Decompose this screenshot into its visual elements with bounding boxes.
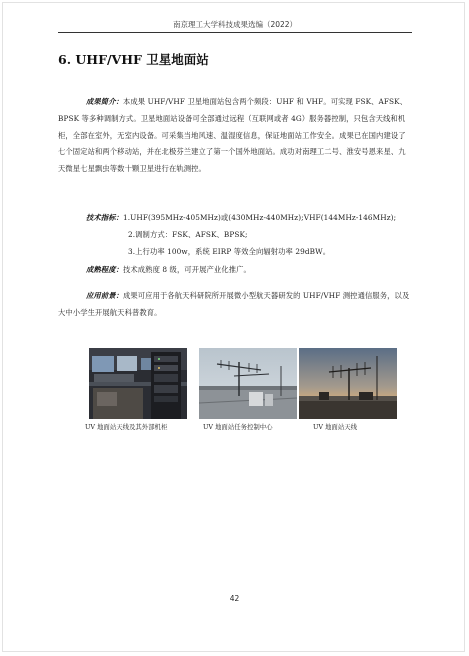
antenna-sunset-photo <box>299 348 397 419</box>
running-header: 南京理工大学科技成果选编（2022） <box>172 20 298 29</box>
tech-specs <box>58 210 410 260</box>
application-label: 应用前景： <box>86 291 123 300</box>
application-text: 成果可应用于各航天科研院所开展微小型航天器研发的 UHF/VHF 测控通信服务，以及大中小学生开展航天科普教育。 <box>58 291 410 317</box>
page-number: 42 <box>229 594 240 603</box>
intro-text: 本成果 UHF/VHF 卫星地面站包含两个频段：UHF 和 VHF。可实现 FSK、AFSK、BPSK 等多种调制方式。卫星地面站设备可全部通过远程（互联网或者 4G）服务器控制，只包含天线和机柜，全部在室外，无室内设备。可采集当地风速、温湿度信息，保证地面站工作安全。成果已在国内建设了七个固定站和两个移动站，并在北极芬兰建立了第一个国外地面站。成功对南理工二号、淮安号恩来星、九天微星七星飘虫等数十颗卫星进行在轨测控。 <box>58 97 408 174</box>
maturity-paragraph <box>58 262 410 279</box>
rooftop-antenna-photo <box>199 348 297 419</box>
intro-paragraph <box>58 94 410 178</box>
tech-item-2: 2.调制方式：FSK、AFSK、BPSK; <box>128 229 248 239</box>
tech-line-2 <box>58 227 410 244</box>
tech-label: 技术指标： <box>86 213 123 222</box>
photo-caption-1: UV 地面站天线及其外部机柜 <box>85 423 168 431</box>
tech-line-1 <box>58 210 410 227</box>
maturity-label: 成熟程度： <box>86 265 123 274</box>
intro-label: 成果简介： <box>86 97 123 106</box>
tech-line-3 <box>58 244 410 261</box>
header-rule <box>58 32 412 33</box>
section-title: 6. UHF/VHF 卫星地面站 <box>58 52 209 67</box>
application-paragraph <box>58 288 410 322</box>
photo-caption-2: UV 地面站任务控制中心 <box>203 423 273 431</box>
maturity-text: 技术成熟度 8 级，可开展产业化推广。 <box>122 265 251 274</box>
tech-item-3: 3.上行功率 100w，系统 EIRP 等效全向辐射功率 29dBW。 <box>128 246 331 256</box>
photo-caption-3: UV 地面站天线 <box>313 423 357 431</box>
server-cabinet-photo <box>89 348 187 419</box>
tech-item-1: 1.UHF(395MHz-405MHz)或(430MHz-440MHz);VHF(144MHz-146MHz); <box>122 213 397 222</box>
